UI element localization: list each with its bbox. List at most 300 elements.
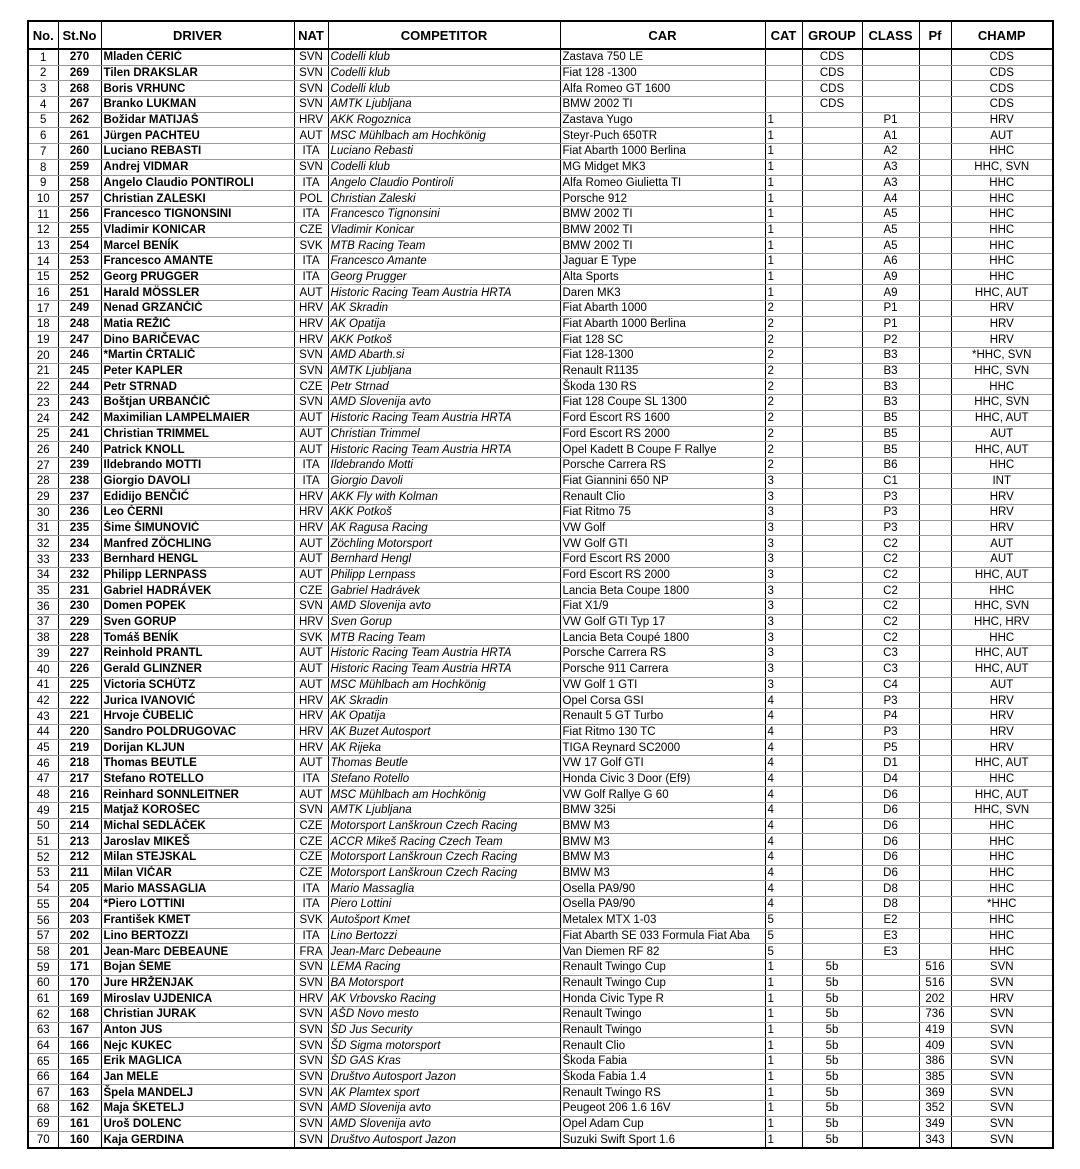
competitor-name: Bernhard Hengl xyxy=(328,552,560,568)
championship: HHC xyxy=(951,881,1053,897)
class: C2 xyxy=(862,583,919,599)
class xyxy=(862,1054,919,1070)
row-number: 63 xyxy=(28,1022,58,1038)
driver-name: Milan VIČAR xyxy=(101,865,294,881)
nationality: HRV xyxy=(294,991,328,1007)
driver-name: Leo ČERNI xyxy=(101,504,294,520)
table-row xyxy=(28,677,1053,693)
nationality: AUT xyxy=(294,536,328,552)
championship: HRV xyxy=(951,740,1053,756)
category: 3 xyxy=(765,520,802,536)
pf-value xyxy=(919,238,951,254)
start-number: 238 xyxy=(58,473,101,489)
car-model: VW Golf xyxy=(560,520,765,536)
competitor-name: MSC Mühlbach am Hochkönig xyxy=(328,128,560,144)
competitor-name: Društvo Autosport Jazon xyxy=(328,1069,560,1085)
class xyxy=(862,1085,919,1101)
group xyxy=(802,614,862,630)
row-number: 32 xyxy=(28,536,58,552)
nationality: ITA xyxy=(294,457,328,473)
driver-name: Maximilian LAMPELMAIER xyxy=(101,410,294,426)
start-number: 258 xyxy=(58,175,101,191)
car-model: Fiat X1/9 xyxy=(560,599,765,615)
car-model: Škoda Fabia xyxy=(560,1054,765,1070)
driver-name: Božidar MATIJAŠ xyxy=(101,112,294,128)
competitor-name: AŠD Novo mesto xyxy=(328,1006,560,1022)
championship: SVN xyxy=(951,1069,1053,1085)
driver-name: Christian JURAK xyxy=(101,1006,294,1022)
start-number: 201 xyxy=(58,944,101,960)
category: 3 xyxy=(765,677,802,693)
table-row xyxy=(28,65,1053,81)
class: C3 xyxy=(862,646,919,662)
group xyxy=(802,928,862,944)
championship: HHC xyxy=(951,379,1053,395)
table-row xyxy=(28,630,1053,646)
competitor-name: AK Plamtex sport xyxy=(328,1085,560,1101)
nationality: SVN xyxy=(294,363,328,379)
nationality: ITA xyxy=(294,897,328,913)
group xyxy=(802,599,862,615)
start-number: 215 xyxy=(58,803,101,819)
car-model: Renault R1135 xyxy=(560,363,765,379)
class: P5 xyxy=(862,740,919,756)
start-number: 236 xyxy=(58,504,101,520)
start-number: 262 xyxy=(58,112,101,128)
category: 2 xyxy=(765,457,802,473)
start-number: 227 xyxy=(58,646,101,662)
car-model: VW Golf 1 GTI xyxy=(560,677,765,693)
category: 2 xyxy=(765,301,802,317)
row-number: 53 xyxy=(28,865,58,881)
nationality: AUT xyxy=(294,442,328,458)
start-number: 235 xyxy=(58,520,101,536)
category: 3 xyxy=(765,661,802,677)
row-number: 34 xyxy=(28,567,58,583)
table-row xyxy=(28,693,1053,709)
championship: HRV xyxy=(951,520,1053,536)
competitor-name: Codelli klub xyxy=(328,49,560,65)
pf-value xyxy=(919,818,951,834)
group xyxy=(802,583,862,599)
driver-name: Victoria SCHÜTZ xyxy=(101,677,294,693)
header-driver: DRIVER xyxy=(101,21,294,49)
driver-name: Gerald GLINZNER xyxy=(101,661,294,677)
category: 3 xyxy=(765,536,802,552)
group: 5b xyxy=(802,1069,862,1085)
car-model: Ford Escort RS 2000 xyxy=(560,426,765,442)
competitor-name: Christian Trimmel xyxy=(328,426,560,442)
car-model: Fiat 128 SC xyxy=(560,332,765,348)
start-number: 222 xyxy=(58,693,101,709)
start-number: 249 xyxy=(58,301,101,317)
table-row xyxy=(28,112,1053,128)
class: E3 xyxy=(862,944,919,960)
car-model: Fiat Abarth SE 033 Formula Fiat Aba xyxy=(560,928,765,944)
nationality: SVN xyxy=(294,65,328,81)
car-model: BMW M3 xyxy=(560,865,765,881)
driver-name: Tomáš BENÍK xyxy=(101,630,294,646)
nationality: SVK xyxy=(294,238,328,254)
table-row xyxy=(28,1069,1053,1085)
group xyxy=(802,912,862,928)
row-number: 24 xyxy=(28,410,58,426)
car-model: Van Diemen RF 82 xyxy=(560,944,765,960)
group: 5b xyxy=(802,1038,862,1054)
pf-value xyxy=(919,771,951,787)
group xyxy=(802,206,862,222)
class: P3 xyxy=(862,504,919,520)
competitor-name: Philipp Lernpass xyxy=(328,567,560,583)
pf-value xyxy=(919,944,951,960)
row-number: 51 xyxy=(28,834,58,850)
pf-value xyxy=(919,897,951,913)
row-number: 16 xyxy=(28,285,58,301)
nationality: AUT xyxy=(294,552,328,568)
table-row xyxy=(28,222,1053,238)
class xyxy=(862,1132,919,1148)
nationality: SVN xyxy=(294,975,328,991)
class: D6 xyxy=(862,850,919,866)
group: CDS xyxy=(802,49,862,65)
row-number: 20 xyxy=(28,348,58,364)
class: C2 xyxy=(862,536,919,552)
row-number: 46 xyxy=(28,755,58,771)
table-row xyxy=(28,708,1053,724)
class: A9 xyxy=(862,269,919,285)
category: 3 xyxy=(765,473,802,489)
driver-name: Christian ZALESKI xyxy=(101,191,294,207)
driver-name: *Piero LOTTINI xyxy=(101,897,294,913)
class: C3 xyxy=(862,661,919,677)
table-row xyxy=(28,81,1053,97)
group xyxy=(802,646,862,662)
category: 4 xyxy=(765,693,802,709)
pf-value xyxy=(919,348,951,364)
category: 4 xyxy=(765,740,802,756)
row-number: 4 xyxy=(28,97,58,113)
competitor-name: AMTK Ljubljana xyxy=(328,97,560,113)
competitor-name: Codelli klub xyxy=(328,159,560,175)
pf-value xyxy=(919,128,951,144)
class: D6 xyxy=(862,818,919,834)
table-row xyxy=(28,316,1053,332)
class xyxy=(862,65,919,81)
car-model: Renault Twingo RS xyxy=(560,1085,765,1101)
pf-value xyxy=(919,850,951,866)
driver-name: Sandro POLDRUGOVAC xyxy=(101,724,294,740)
class xyxy=(862,97,919,113)
row-number: 29 xyxy=(28,489,58,505)
pf-value xyxy=(919,426,951,442)
driver-name: Reinhard SONNLEITNER xyxy=(101,787,294,803)
class xyxy=(862,49,919,65)
pf-value xyxy=(919,410,951,426)
class: D1 xyxy=(862,755,919,771)
nationality: SVN xyxy=(294,1069,328,1085)
category: 4 xyxy=(765,787,802,803)
car-model: Renault Twingo Cup xyxy=(560,975,765,991)
driver-name: Michal SEDLÁČEK xyxy=(101,818,294,834)
championship: HHC, HRV xyxy=(951,614,1053,630)
pf-value: 386 xyxy=(919,1054,951,1070)
driver-name: Francesco AMANTE xyxy=(101,253,294,269)
category: 1 xyxy=(765,285,802,301)
class: A5 xyxy=(862,238,919,254)
category: 3 xyxy=(765,567,802,583)
group xyxy=(802,128,862,144)
table-row xyxy=(28,1022,1053,1038)
nationality: ITA xyxy=(294,144,328,160)
pf-value xyxy=(919,614,951,630)
class xyxy=(862,1101,919,1117)
car-model: Škoda 130 RS xyxy=(560,379,765,395)
start-number: 216 xyxy=(58,787,101,803)
pf-value xyxy=(919,677,951,693)
nationality: SVN xyxy=(294,81,328,97)
championship: HHC, AUT xyxy=(951,661,1053,677)
category: 4 xyxy=(765,881,802,897)
row-number: 9 xyxy=(28,175,58,191)
start-number: 254 xyxy=(58,238,101,254)
competitor-name: AKK Fly with Kolman xyxy=(328,489,560,505)
row-number: 45 xyxy=(28,740,58,756)
row-number: 19 xyxy=(28,332,58,348)
pf-value xyxy=(919,520,951,536)
driver-name: Petr STRNAD xyxy=(101,379,294,395)
nationality: SVN xyxy=(294,959,328,975)
car-model: Renault Twingo xyxy=(560,1006,765,1022)
class: C2 xyxy=(862,599,919,615)
championship: HHC xyxy=(951,771,1053,787)
championship: HHC xyxy=(951,630,1053,646)
class: D6 xyxy=(862,865,919,881)
driver-name: Reinhold PRANTL xyxy=(101,646,294,662)
table-row xyxy=(28,159,1053,175)
group: 5b xyxy=(802,991,862,1007)
row-number: 55 xyxy=(28,897,58,913)
nationality: CZE xyxy=(294,865,328,881)
group xyxy=(802,771,862,787)
category: 3 xyxy=(765,504,802,520)
nationality: AUT xyxy=(294,128,328,144)
group xyxy=(802,740,862,756)
table-row xyxy=(28,646,1053,662)
competitor-name: AK Opatija xyxy=(328,316,560,332)
row-number: 38 xyxy=(28,630,58,646)
group xyxy=(802,316,862,332)
nationality: AUT xyxy=(294,677,328,693)
car-model: BMW M3 xyxy=(560,850,765,866)
start-number: 245 xyxy=(58,363,101,379)
championship: SVN xyxy=(951,1085,1053,1101)
championship: SVN xyxy=(951,975,1053,991)
category: 3 xyxy=(765,489,802,505)
pf-value: 343 xyxy=(919,1132,951,1148)
category: 3 xyxy=(765,552,802,568)
row-number: 42 xyxy=(28,693,58,709)
competitor-name: AKK Potkoš xyxy=(328,504,560,520)
pf-value xyxy=(919,206,951,222)
driver-name: Nenad GRZANČIĆ xyxy=(101,301,294,317)
start-number: 165 xyxy=(58,1054,101,1070)
pf-value xyxy=(919,661,951,677)
competitor-name: Georg Prugger xyxy=(328,269,560,285)
start-number: 234 xyxy=(58,536,101,552)
competitor-name: Motorsport Lanškroun Czech Racing xyxy=(328,865,560,881)
group xyxy=(802,661,862,677)
pf-value xyxy=(919,583,951,599)
driver-name: Ildebrando MOTTI xyxy=(101,457,294,473)
group: 5b xyxy=(802,959,862,975)
class: P3 xyxy=(862,489,919,505)
group xyxy=(802,457,862,473)
table-row xyxy=(28,599,1053,615)
start-number: 219 xyxy=(58,740,101,756)
row-number: 7 xyxy=(28,144,58,160)
driver-name: Jurica IVANOVIĆ xyxy=(101,693,294,709)
category: 1 xyxy=(765,222,802,238)
class: P2 xyxy=(862,332,919,348)
championship: HHC xyxy=(951,457,1053,473)
start-number: 171 xyxy=(58,959,101,975)
class: E2 xyxy=(862,912,919,928)
championship: *HHC, SVN xyxy=(951,348,1053,364)
car-model: Renault Clio xyxy=(560,489,765,505)
category: 2 xyxy=(765,426,802,442)
driver-name: Dorijan KLJUN xyxy=(101,740,294,756)
nationality: ITA xyxy=(294,206,328,222)
group: CDS xyxy=(802,65,862,81)
class xyxy=(862,959,919,975)
class: P3 xyxy=(862,520,919,536)
championship: CDS xyxy=(951,97,1053,113)
table-row xyxy=(28,536,1053,552)
group xyxy=(802,426,862,442)
championship: HHC, SVN xyxy=(951,803,1053,819)
row-number: 26 xyxy=(28,442,58,458)
competitor-name: AK Rijeka xyxy=(328,740,560,756)
start-number: 230 xyxy=(58,599,101,615)
driver-name: Jure HRŽENJAK xyxy=(101,975,294,991)
class: B3 xyxy=(862,348,919,364)
championship: HRV xyxy=(951,332,1053,348)
car-model: Fiat 128-1300 xyxy=(560,348,765,364)
driver-name: Philipp LERNPASS xyxy=(101,567,294,583)
table-row xyxy=(28,442,1053,458)
table-row xyxy=(28,504,1053,520)
championship: HRV xyxy=(951,301,1053,317)
nationality: SVN xyxy=(294,1054,328,1070)
row-number: 33 xyxy=(28,552,58,568)
table-row xyxy=(28,191,1053,207)
championship: HRV xyxy=(951,316,1053,332)
championship: *HHC xyxy=(951,897,1053,913)
group xyxy=(802,191,862,207)
table-row xyxy=(28,552,1053,568)
group xyxy=(802,222,862,238)
championship: HHC xyxy=(951,269,1053,285)
table-row xyxy=(28,348,1053,364)
class: C2 xyxy=(862,567,919,583)
car-model: Alfa Romeo GT 1600 xyxy=(560,81,765,97)
nationality: SVN xyxy=(294,1006,328,1022)
car-model: Fiat 128 Coupe SL 1300 xyxy=(560,395,765,411)
class xyxy=(862,1069,919,1085)
group xyxy=(802,363,862,379)
table-row xyxy=(28,959,1053,975)
competitor-name: AMD Abarth.si xyxy=(328,348,560,364)
row-number: 35 xyxy=(28,583,58,599)
competitor-name: AK Opatija xyxy=(328,708,560,724)
header-start-number: St.No xyxy=(58,21,101,49)
table-row xyxy=(28,614,1053,630)
group: 5b xyxy=(802,1101,862,1117)
car-model: Lancia Beta Coupé 1800 xyxy=(560,630,765,646)
class: A3 xyxy=(862,175,919,191)
car-model: Ford Escort RS 2000 xyxy=(560,552,765,568)
driver-name: Špela MANDELJ xyxy=(101,1085,294,1101)
row-number: 56 xyxy=(28,912,58,928)
table-row xyxy=(28,253,1053,269)
row-number: 15 xyxy=(28,269,58,285)
start-number: 269 xyxy=(58,65,101,81)
competitor-name: Gabriel Hadrávek xyxy=(328,583,560,599)
table-row xyxy=(28,269,1053,285)
championship: HHC xyxy=(951,583,1053,599)
competitor-name: BA Motorsport xyxy=(328,975,560,991)
car-model: Zastava 750 LE xyxy=(560,49,765,65)
pf-value xyxy=(919,630,951,646)
class: P1 xyxy=(862,316,919,332)
championship: HHC xyxy=(951,912,1053,928)
group: 5b xyxy=(802,1022,862,1038)
nationality: ITA xyxy=(294,473,328,489)
row-number: 43 xyxy=(28,708,58,724)
driver-name: Lino BERTOZZI xyxy=(101,928,294,944)
header-championship: CHAMP xyxy=(951,21,1053,49)
car-model: BMW 325i xyxy=(560,803,765,819)
car-model: Škoda Fabia 1.4 xyxy=(560,1069,765,1085)
category: 1 xyxy=(765,1006,802,1022)
row-number: 48 xyxy=(28,787,58,803)
group: CDS xyxy=(802,81,862,97)
start-number: 240 xyxy=(58,442,101,458)
table-row xyxy=(28,175,1053,191)
car-model: TIGA Reynard SC2000 xyxy=(560,740,765,756)
category: 1 xyxy=(765,1085,802,1101)
start-number: 267 xyxy=(58,97,101,113)
pf-value xyxy=(919,803,951,819)
row-number: 44 xyxy=(28,724,58,740)
table-row xyxy=(28,363,1053,379)
competitor-name: Historic Racing Team Austria HRTA xyxy=(328,285,560,301)
group: 5b xyxy=(802,975,862,991)
car-model: Opel Corsa GSI xyxy=(560,693,765,709)
table-body xyxy=(28,49,1053,1148)
start-number: 170 xyxy=(58,975,101,991)
driver-name: Jaroslav MIKEŠ xyxy=(101,834,294,850)
row-number: 10 xyxy=(28,191,58,207)
class: B3 xyxy=(862,395,919,411)
championship: HHC xyxy=(951,206,1053,222)
pf-value xyxy=(919,473,951,489)
class: A9 xyxy=(862,285,919,301)
driver-name: Georg PRUGGER xyxy=(101,269,294,285)
driver-name: Kaja GERDINA xyxy=(101,1132,294,1148)
start-number: 168 xyxy=(58,1006,101,1022)
table-row xyxy=(28,740,1053,756)
